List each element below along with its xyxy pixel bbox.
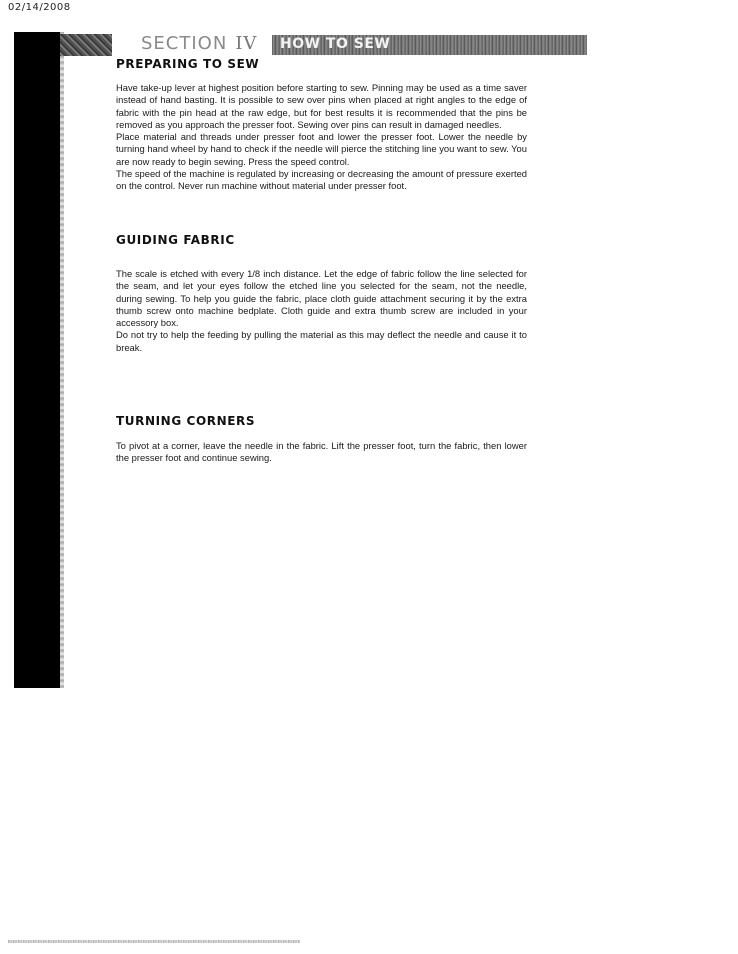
paragraph: Do not try to help the feeding by pulling the material as this may deflect the needle and cause it to break. <box>116 329 527 353</box>
page-edge-bar <box>14 32 60 688</box>
heading-preparing-to-sew: PREPARING TO SEW <box>116 57 260 71</box>
section-guiding-fabric-body <box>116 268 527 354</box>
section-label-text: SECTION <box>141 33 228 54</box>
section-label <box>141 33 257 54</box>
heading-turning-corners: TURNING CORNERS <box>116 414 256 428</box>
page-edge-speckle <box>60 32 64 688</box>
section-turning-corners-body <box>116 440 527 465</box>
paragraph: The speed of the machine is regulated by increasing or decreasing the amount of pressure exerted on the control. Never run machine without material under presser foot. <box>116 168 527 192</box>
scan-artifact-line <box>8 940 300 943</box>
paragraph: To pivot at a corner, leave the needle in the fabric. Lift the presser foot, turn the fabric, then lower the presser foot and continue sewing. <box>116 440 527 464</box>
title-banner-text: HOW TO SEW <box>280 36 391 52</box>
paragraph: Have take-up lever at highest position before starting to sew. Pinning may be used as a time saver instead of hand basting. It is possible to sew over pins when placed at right angles to the edge of fabric with the pin head at the raw edge, but for best results it is recommended that the pins be removed as you approach the presser foot. Sewing over pins can result in damaged needles. <box>116 82 527 130</box>
section-preparing-to-sew-body <box>116 82 527 193</box>
paragraph: Place material and threads under presser foot and lower the presser foot. Lower the needle by turning hand wheel by hand to check if the needle will pierce the stitching line you want to sew. You are now ready to begin sewing. Press the speed control. <box>116 131 527 167</box>
heading-guiding-fabric: GUIDING FABRIC <box>116 233 235 247</box>
title-banner <box>272 35 587 55</box>
section-number: IV <box>235 33 258 54</box>
paragraph: The scale is etched with every 1/8 inch distance. Let the edge of fabric follow the line selected for the seam, and let your eyes follow the etched line you selected for the seam, not the needle, during sewing. To help you guide the fabric, place cloth guide attachment securing it by the extra thumb screw onto machine bedplate. Cloth guide and extra thumb screw are included in your accessory box. <box>116 268 527 329</box>
scan-date: 02/14/2008 <box>8 2 71 13</box>
section-tab-block <box>60 34 112 56</box>
